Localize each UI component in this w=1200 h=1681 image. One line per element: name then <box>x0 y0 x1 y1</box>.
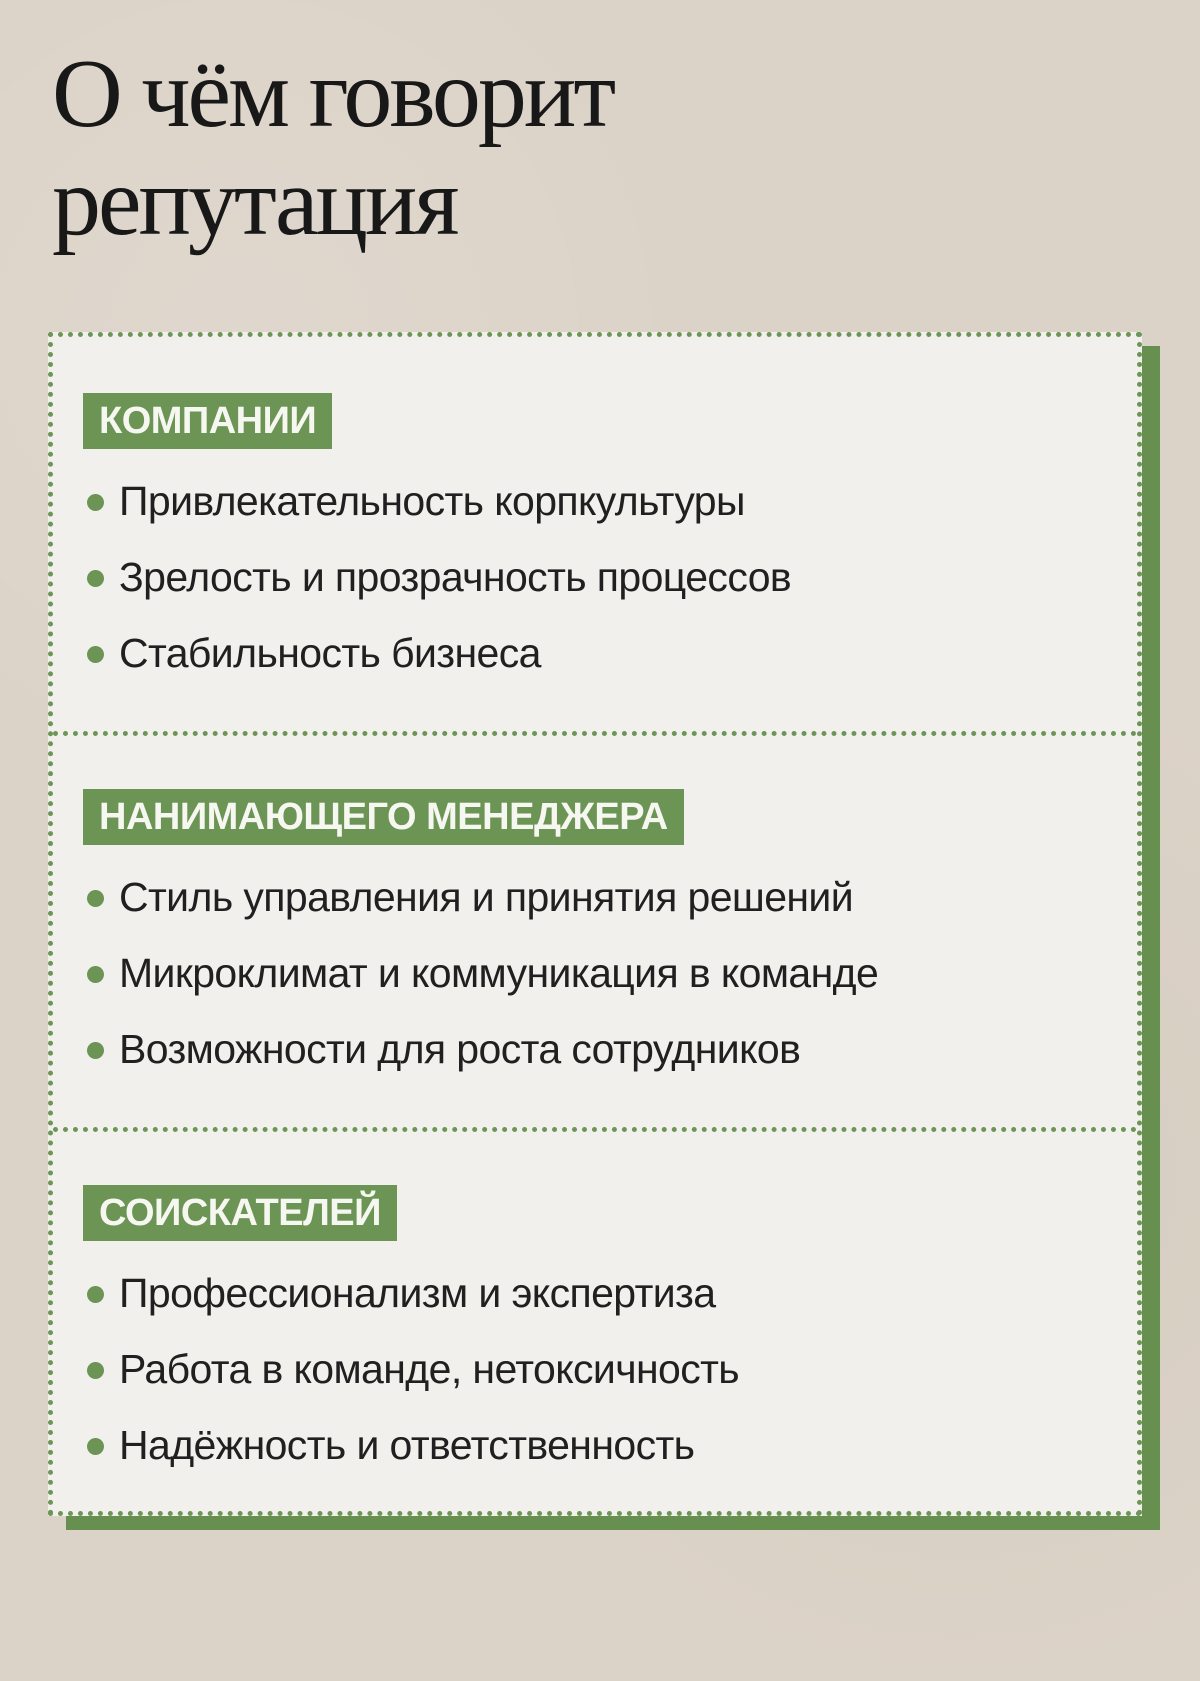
candidate-items <box>87 1255 739 1483</box>
bullet-dot-icon <box>87 570 104 587</box>
company-item-culture <box>87 463 791 539</box>
candidate-section-title: СОИСКАТЕЛЕЙ <box>83 1185 397 1241</box>
bullet-dot-icon <box>87 1438 104 1455</box>
manager-item-growth-text: Возможности для роста сотрудников <box>119 1026 801 1072</box>
page-title-line-2: репутация <box>52 148 457 256</box>
candidate-item-reliability-text: Надёжность и ответственность <box>119 1422 695 1468</box>
company-section-title: КОМПАНИИ <box>83 393 332 449</box>
bullet-dot-icon <box>87 966 104 983</box>
manager-section <box>53 733 1137 1129</box>
manager-items <box>87 859 878 1087</box>
company-item-processes <box>87 539 791 615</box>
company-section <box>53 337 1137 733</box>
bullet-dot-icon <box>87 1286 104 1303</box>
company-item-processes-text: Зрелость и прозрачность процессов <box>119 554 792 600</box>
manager-item-climate <box>87 935 878 1011</box>
company-item-culture-text: Привлекательность корпкультуры <box>119 478 745 524</box>
company-item-stability <box>87 615 791 691</box>
company-items <box>87 463 791 691</box>
company-item-stability-text: Стабильность бизнеса <box>119 630 541 676</box>
candidate-item-reliability <box>87 1407 739 1483</box>
manager-item-climate-text: Микроклимат и коммуникация в команде <box>119 950 879 996</box>
reputation-card <box>48 332 1142 1516</box>
bullet-dot-icon <box>87 646 104 663</box>
manager-item-growth <box>87 1011 878 1087</box>
candidate-item-expertise <box>87 1255 739 1331</box>
bullet-dot-icon <box>87 494 104 511</box>
candidate-item-teamwork <box>87 1331 739 1407</box>
page-title-line-1: О чём говорит <box>52 40 614 148</box>
bullet-dot-icon <box>87 890 104 907</box>
candidate-item-expertise-text: Профессионализм и экспертиза <box>119 1270 716 1316</box>
candidate-section <box>53 1129 1137 1521</box>
page-title <box>52 40 812 256</box>
bullet-dot-icon <box>87 1362 104 1379</box>
manager-item-style <box>87 859 878 935</box>
manager-section-title: НАНИМАЮЩЕГО МЕНЕДЖЕРА <box>83 789 684 845</box>
manager-item-style-text: Стиль управления и принятия решений <box>119 874 854 920</box>
bullet-dot-icon <box>87 1042 104 1059</box>
candidate-item-teamwork-text: Работа в команде, нетоксичность <box>119 1346 740 1392</box>
